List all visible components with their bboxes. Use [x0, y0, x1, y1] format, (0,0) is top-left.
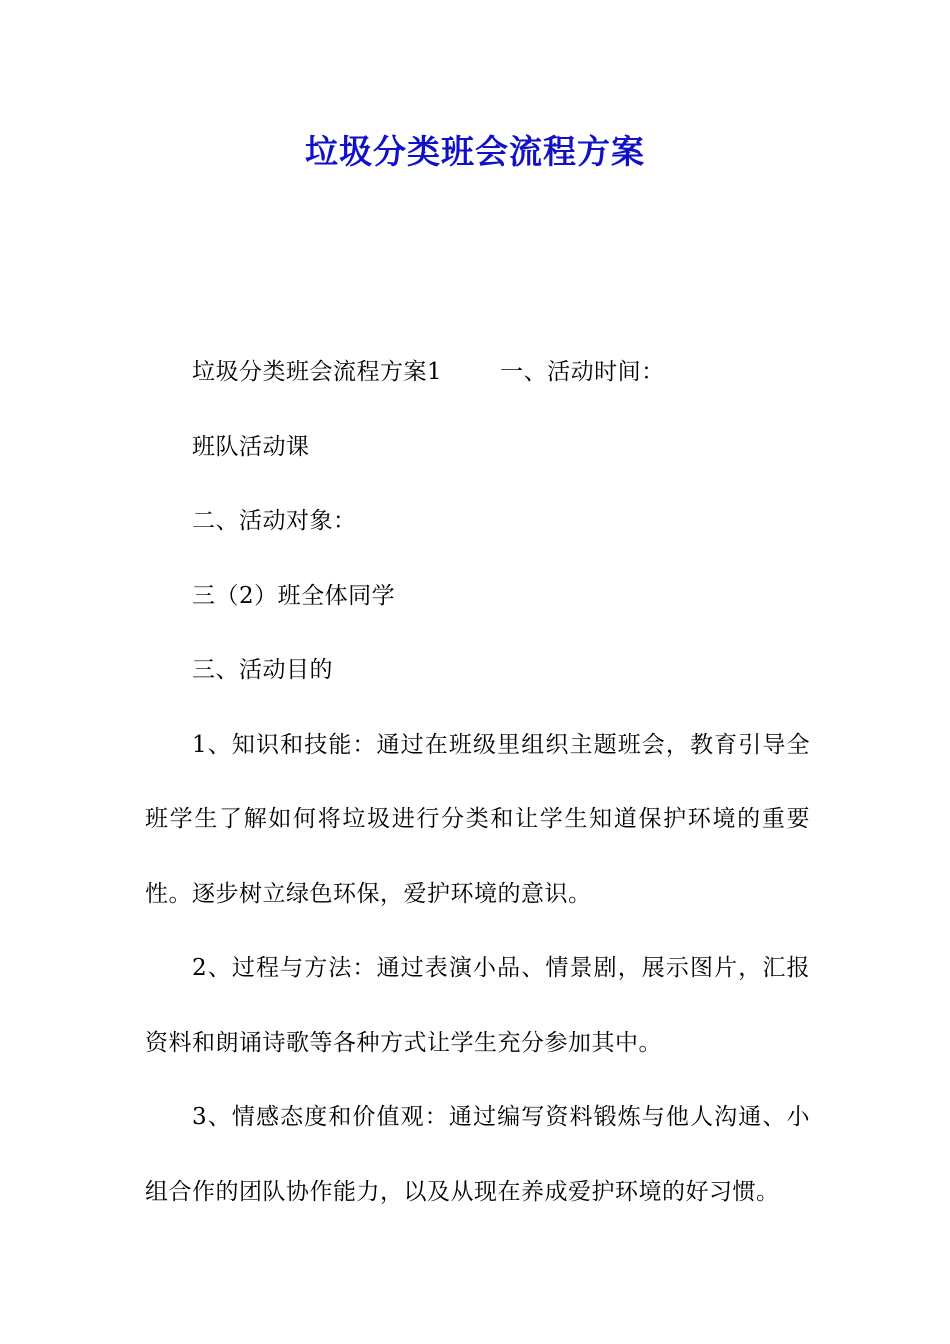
paragraph: 二、活动对象：	[192, 508, 357, 534]
document-body	[145, 335, 810, 1229]
paragraph: 三、活动目的	[192, 657, 333, 683]
paragraph: 1、知识和技能：通过在班级里组织主题班会，教育引导全班学生了解如何将垃圾进行分类和让学生知道保护环境的重要性。逐步树立绿色环保，爱护环境的意识。	[145, 731, 810, 907]
plan-heading: 垃圾分类班会流程方案1	[192, 359, 443, 385]
paragraph-heading-line	[145, 335, 810, 410]
document-title: 垃圾分类班会流程方案	[305, 132, 645, 171]
paragraph: 2、过程与方法：通过表演小品、情景剧，展示图片，汇报资料和朗诵诗歌等各种方式让学生充分参加其中。	[145, 955, 810, 1056]
paragraph: 3、情感态度和价值观：通过编写资料锻炼与他人沟通、小组合作的团队协作能力，以及从现在养成爱护环境的好习惯。	[145, 1104, 810, 1205]
paragraph: 三（2）班全体同学	[192, 582, 396, 609]
section-activity-time: 一、活动时间：	[500, 359, 665, 385]
paragraph: 班队活动课	[192, 433, 310, 460]
